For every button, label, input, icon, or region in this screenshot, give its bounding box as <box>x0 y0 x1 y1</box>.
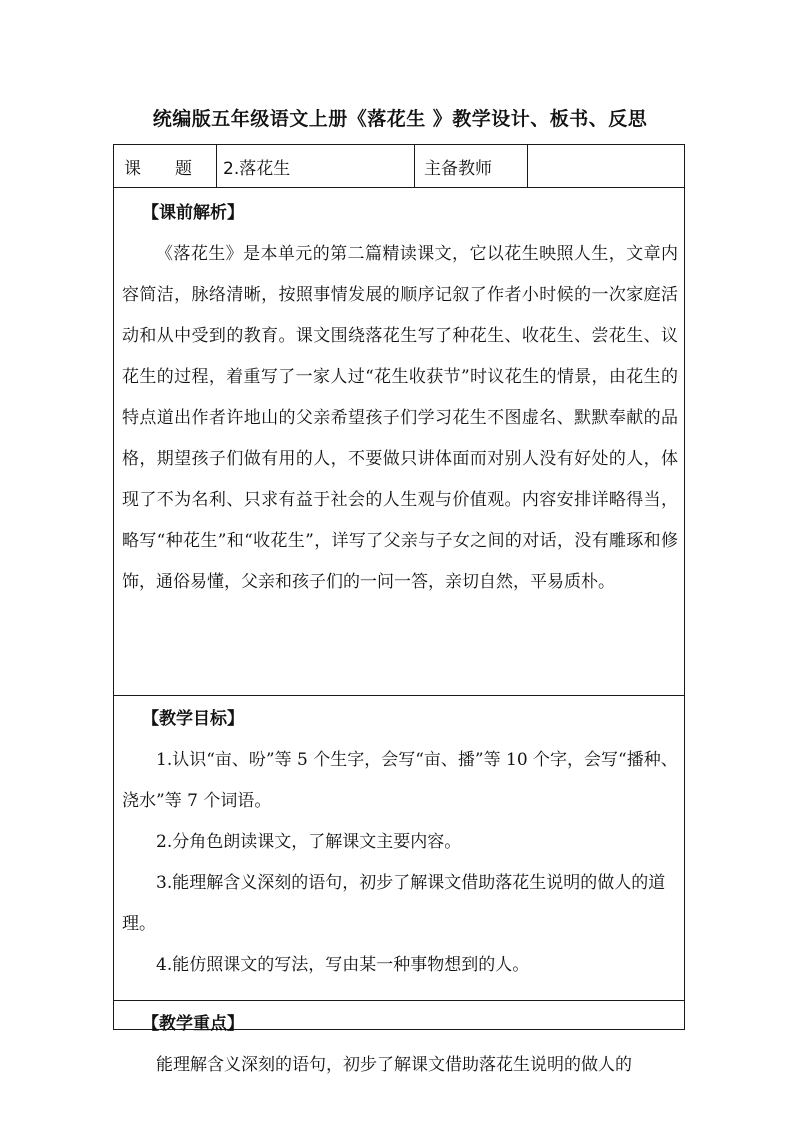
topic-label-part2: 题 <box>175 158 192 179</box>
teaching-goals-section <box>114 696 684 1001</box>
teaching-focus-section <box>114 1001 684 1086</box>
teaching-goals-heading: 【教学目标】 <box>142 709 244 729</box>
lesson-plan-table <box>113 144 685 1075</box>
topic-label-part1: 课 <box>124 158 141 179</box>
pre-class-analysis-section <box>114 188 684 696</box>
pre-class-analysis-heading: 【课前解析】 <box>142 203 244 223</box>
topic-label-cell <box>114 145 217 187</box>
lesson-name-cell <box>217 145 415 187</box>
teaching-goal-item: 2.分角色朗读课文，了解课文主要内容。 <box>156 832 462 852</box>
teaching-goal-item: 3.能理解含义深刻的语句，初步了解课文借助落花生说明的做人的道理。 <box>122 873 666 934</box>
pre-class-analysis-text: 《落花生》是本单元的第二篇精读课文，它以花生映照人生，文章内容简洁，脉络清晰，按照事情发展的顺序记叙了作者小时候的一次家庭活动和从中受到的教育。课文围绕落花生写了种花生、收花生、尝花生、议花生的过程，着重写了一家人过“花生收获节”时议花生的情景，由花生的特点道出作者许地山的父亲希望孩子们学习花生不图虚名、默默奉献的品格，期望孩子们做有用的人，不要做只讲体面而对别人没有好处的人，体现了不为名利、只求有益于社会的人生观与价值观。内容安排详略得当，略写“种花生”和“收花生”，详写了父亲与子女之间的对话，没有雕琢和修饰，通俗易懂，父亲和孩子们的一问一答，亲切自然，平易质朴。 <box>122 244 678 592</box>
document-title: 统编版五年级语文上册《落花生 》教学设计、板书、反思 <box>152 108 648 130</box>
teacher-label-cell <box>415 145 528 187</box>
teaching-focus-heading: 【教学重点】 <box>142 1014 244 1034</box>
teaching-focus-text: 能理解含义深刻的语句，初步了解课文借助落花生说明的做人的 <box>156 1055 632 1075</box>
teacher-label: 主备教师 <box>424 158 492 179</box>
teaching-goal-item: 4.能仿照课文的写法，写由某一种事物想到的人。 <box>156 955 530 975</box>
lesson-name: 2.落花生 <box>223 158 291 179</box>
table-header-row <box>114 145 684 188</box>
teaching-goal-item: 1.认识“亩、吩”等 5 个生字，会写“亩、播”等 10 个字，会写“播种、浇水”等 7 个词语。 <box>122 750 678 811</box>
teacher-value-cell <box>528 145 684 187</box>
